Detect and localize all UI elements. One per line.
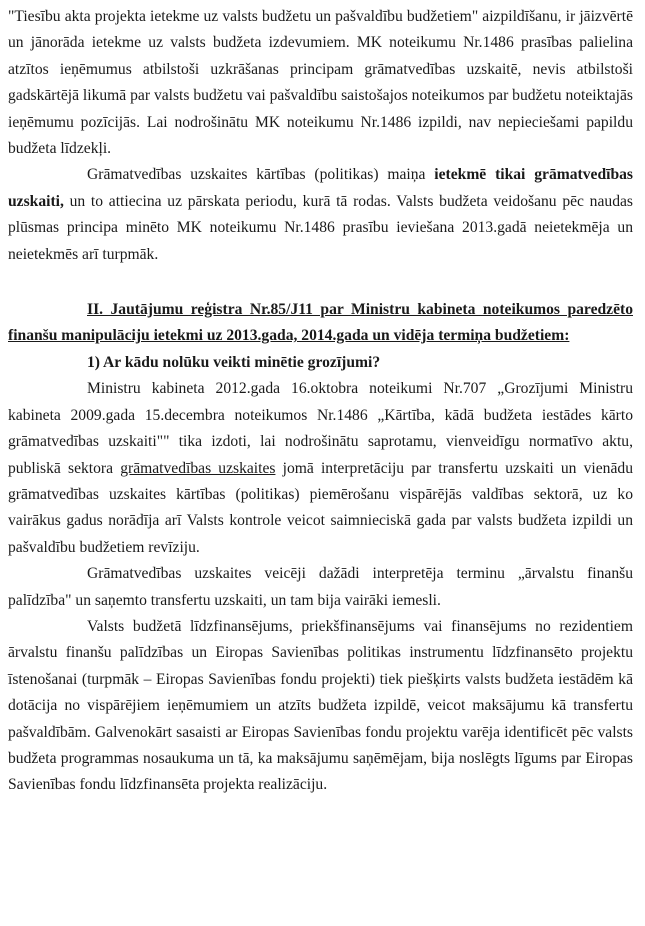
paragraph-accounting-policy-text-1: Grāmatvedības uzskaites kārtības (politikas) maiņa: [87, 166, 435, 184]
paragraph-accounting-policy-text-2: un to attiecina uz pārskata periodu, kurā tā rodas. Valsts budžeta veidošanu pēc naudas plūsmas principa minēto MK noteikumu Nr.1486 prasību ieviešana 2013.gadā neietekmēja un neietekmēs arī turpmāk.: [8, 192, 633, 263]
question-heading: 1) Ar kādu nolūku veikti minētie grozījumi?: [87, 353, 381, 371]
paragraph-accounting-policy: [8, 162, 633, 268]
section-heading: II. Jautājumu reģistra Nr.85/J11 par Ministru kabineta noteikumos paredzēto finanšu manipulāciju ietekmi uz 2013.gada, 2014.gada un vidēja termiņa budžetiem:: [8, 301, 633, 345]
paragraph-regulation-purpose-underlined: grāmatvedības uzskaites: [120, 459, 276, 477]
paragraph-regulation-purpose-text-1: Ministru kabineta 2012.gada 16.oktobra noteikumi Nr.707 „Grozījumi Ministru kabineta 2009.gada 15.decembra noteikumos Nr.1486 „Kārtība, kādā budžeta iestādes kārto grāmatvedības uzskaiti"" tika izdoti, lai nodrošinātu saprotamu, vienveidīgu normatīvo aktu, publiskā sektora: [8, 380, 633, 477]
paragraph-regulation-purpose: [8, 376, 633, 561]
paragraph-regulation-purpose-text-2: jomā interpretāciju par transfertu uzskaiti un vienādu grāmatvedības uzskaites kārtības (politikas) piemērošanu vispārējās valdības sektorā, uz ko vairākus gadus norādīja arī Valsts kontrole veicot saimnieciskā gada par valsts budžeta izpildi un pašvaldību budžetiem revīziju.: [8, 459, 633, 556]
paragraph-interpretation: Grāmatvedības uzskaites veicēji dažādi interpretēja terminu „ārvalstu finanšu palīdzība" un saņemto transfertu uzskaiti, un tam bija vairāki iemesli.: [8, 565, 633, 609]
paragraph-accounting-policy-bold: ietekmē tikai grāmatvedības uzskaiti,: [8, 166, 633, 210]
paragraph-budget-impact: "Tiesību akta projekta ietekme uz valsts budžetu un pašvaldību budžetiem" aizpildīšanu, ir jāizvērtē un jānorāda ietekme uz valsts budžeta izdevumiem. MK noteikumu Nr.1486 prasības palielina atzītos ieņēmumus atbilstoši uzkrāšanas principam grāmatvedības uzskaitē, nevis atbilstoši gadskārtējā likumā par valsts budžetu vai pašvaldību saistošajos noteikumos par budžetu noteiktajās ieņēmumu pozīcijās. Lai nodrošinātu MK noteikumu Nr.1486 izpildi, nav nepieciešami papildu budžeta līdzekļi.: [8, 8, 633, 158]
paragraph-cofinancing: Valsts budžetā līdzfinansējums, priekšfinansējums vai finansējums no rezidentiem ārvalstu finanšu palīdzības un Eiropas Savienības politikas instrumentu līdzfinansēto projektu īstenošanai (turpmāk – Eiropas Savienības fondu projekti) tiek piešķirts valsts budžeta iestādēm kā dotācija no vispārējiem ieņēmumiem un atzīts budžeta izpildē, veicot maksājumu kā transfertu pašvaldībām. Galvenokārt sasaisti ar Eiropas Savienības fondu projektu varēja identificēt pēc valsts budžeta programmas nosaukuma un tā, ka maksājumu saņēmējam, bija noslēgts līgums par Eiropas Savienības fondu līdzfinansēta projekta realizāciju.: [8, 617, 633, 794]
